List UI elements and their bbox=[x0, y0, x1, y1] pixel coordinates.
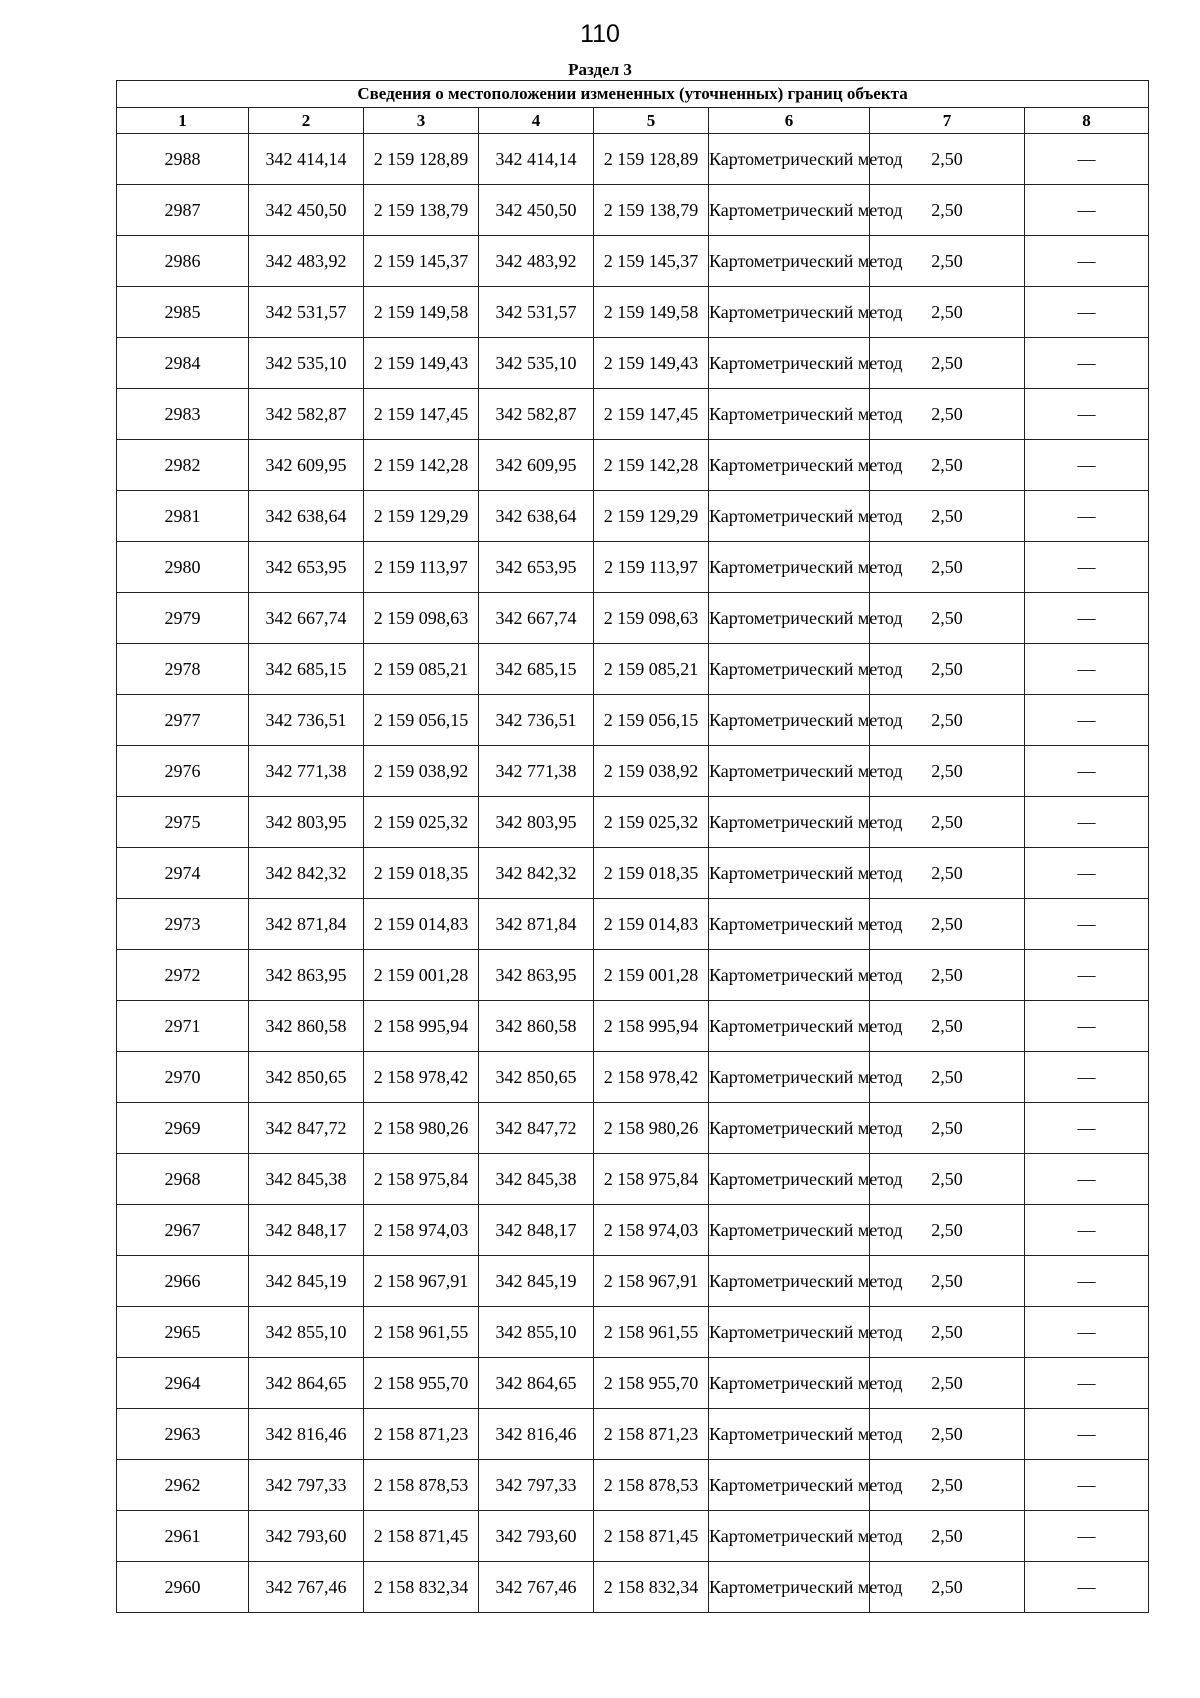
coord-y-old-cell: 2 159 149,58 bbox=[364, 287, 479, 338]
coord-x-old-cell: 342 797,33 bbox=[249, 1460, 364, 1511]
note-cell: — bbox=[1025, 542, 1149, 593]
table-row bbox=[117, 236, 1149, 287]
coord-x-new-cell: 342 816,46 bbox=[479, 1409, 594, 1460]
coord-y-old-cell: 2 158 967,91 bbox=[364, 1256, 479, 1307]
coord-x-new-cell: 342 847,72 bbox=[479, 1103, 594, 1154]
coord-y-new-cell: 2 159 018,35 bbox=[594, 848, 709, 899]
coord-x-old-cell: 342 535,10 bbox=[249, 338, 364, 389]
coord-x-old-cell: 342 871,84 bbox=[249, 899, 364, 950]
accuracy-cell: 2,50 bbox=[870, 950, 1025, 1001]
table-row bbox=[117, 1562, 1149, 1613]
coord-x-new-cell: 342 855,10 bbox=[479, 1307, 594, 1358]
coord-x-new-cell: 342 667,74 bbox=[479, 593, 594, 644]
coord-y-old-cell: 2 158 980,26 bbox=[364, 1103, 479, 1154]
table-row bbox=[117, 1001, 1149, 1052]
coord-y-old-cell: 2 159 038,92 bbox=[364, 746, 479, 797]
table-row bbox=[117, 746, 1149, 797]
coord-x-old-cell: 342 483,92 bbox=[249, 236, 364, 287]
coord-y-new-cell: 2 159 149,43 bbox=[594, 338, 709, 389]
coord-y-old-cell: 2 158 878,53 bbox=[364, 1460, 479, 1511]
coord-x-old-cell: 342 736,51 bbox=[249, 695, 364, 746]
coord-x-new-cell: 342 653,95 bbox=[479, 542, 594, 593]
note-cell: — bbox=[1025, 1409, 1149, 1460]
point-number-cell: 2987 bbox=[117, 185, 249, 236]
coord-y-new-cell: 2 158 967,91 bbox=[594, 1256, 709, 1307]
table-row bbox=[117, 185, 1149, 236]
point-number-cell: 2969 bbox=[117, 1103, 249, 1154]
method-cell: Картометрический метод bbox=[709, 644, 870, 695]
coord-y-old-cell: 2 159 098,63 bbox=[364, 593, 479, 644]
accuracy-cell: 2,50 bbox=[870, 1307, 1025, 1358]
accuracy-cell: 2,50 bbox=[870, 1460, 1025, 1511]
note-cell: — bbox=[1025, 491, 1149, 542]
coord-y-new-cell: 2 159 113,97 bbox=[594, 542, 709, 593]
coord-y-new-cell: 2 158 878,53 bbox=[594, 1460, 709, 1511]
coord-x-old-cell: 342 793,60 bbox=[249, 1511, 364, 1562]
method-cell: Картометрический метод bbox=[709, 1409, 870, 1460]
accuracy-cell: 2,50 bbox=[870, 848, 1025, 899]
method-cell: Картометрический метод bbox=[709, 1256, 870, 1307]
coord-x-old-cell: 342 850,65 bbox=[249, 1052, 364, 1103]
coord-x-new-cell: 342 793,60 bbox=[479, 1511, 594, 1562]
point-number-cell: 2981 bbox=[117, 491, 249, 542]
method-cell: Картометрический метод bbox=[709, 1460, 870, 1511]
coord-y-new-cell: 2 159 085,21 bbox=[594, 644, 709, 695]
page-number: 110 bbox=[580, 20, 620, 48]
note-cell: — bbox=[1025, 134, 1149, 185]
note-cell: — bbox=[1025, 593, 1149, 644]
coord-x-new-cell: 342 845,19 bbox=[479, 1256, 594, 1307]
column-number-header bbox=[117, 108, 1149, 134]
accuracy-cell: 2,50 bbox=[870, 1103, 1025, 1154]
coord-x-new-cell: 342 845,38 bbox=[479, 1154, 594, 1205]
point-number-cell: 2980 bbox=[117, 542, 249, 593]
table-row bbox=[117, 695, 1149, 746]
column-number-5: 5 bbox=[594, 108, 709, 134]
note-cell: — bbox=[1025, 1307, 1149, 1358]
coord-y-old-cell: 2 159 113,97 bbox=[364, 542, 479, 593]
coord-x-old-cell: 342 609,95 bbox=[249, 440, 364, 491]
method-cell: Картометрический метод bbox=[709, 1358, 870, 1409]
coord-y-new-cell: 2 159 129,29 bbox=[594, 491, 709, 542]
accuracy-cell: 2,50 bbox=[870, 1511, 1025, 1562]
method-cell: Картометрический метод bbox=[709, 1001, 870, 1052]
note-cell: — bbox=[1025, 1205, 1149, 1256]
method-cell: Картометрический метод bbox=[709, 797, 870, 848]
accuracy-cell: 2,50 bbox=[870, 899, 1025, 950]
coord-x-new-cell: 342 685,15 bbox=[479, 644, 594, 695]
coord-y-new-cell: 2 158 961,55 bbox=[594, 1307, 709, 1358]
point-number-cell: 2966 bbox=[117, 1256, 249, 1307]
coordinates-table bbox=[116, 80, 1149, 1613]
column-number-4: 4 bbox=[479, 108, 594, 134]
coord-x-old-cell: 342 414,14 bbox=[249, 134, 364, 185]
coord-y-old-cell: 2 159 147,45 bbox=[364, 389, 479, 440]
note-cell: — bbox=[1025, 1256, 1149, 1307]
method-cell: Картометрический метод bbox=[709, 1511, 870, 1562]
coord-y-new-cell: 2 159 001,28 bbox=[594, 950, 709, 1001]
coord-x-new-cell: 342 860,58 bbox=[479, 1001, 594, 1052]
coord-y-old-cell: 2 159 056,15 bbox=[364, 695, 479, 746]
note-cell: — bbox=[1025, 1103, 1149, 1154]
note-cell: — bbox=[1025, 1562, 1149, 1613]
method-cell: Картометрический метод bbox=[709, 1205, 870, 1256]
accuracy-cell: 2,50 bbox=[870, 593, 1025, 644]
table-row bbox=[117, 491, 1149, 542]
method-cell: Картометрический метод bbox=[709, 287, 870, 338]
coord-x-old-cell: 342 845,19 bbox=[249, 1256, 364, 1307]
method-cell: Картометрический метод bbox=[709, 236, 870, 287]
note-cell: — bbox=[1025, 644, 1149, 695]
point-number-cell: 2962 bbox=[117, 1460, 249, 1511]
coord-x-new-cell: 342 609,95 bbox=[479, 440, 594, 491]
note-cell: — bbox=[1025, 185, 1149, 236]
accuracy-cell: 2,50 bbox=[870, 1052, 1025, 1103]
coord-y-old-cell: 2 159 128,89 bbox=[364, 134, 479, 185]
table-row bbox=[117, 1511, 1149, 1562]
accuracy-cell: 2,50 bbox=[870, 1358, 1025, 1409]
method-cell: Картометрический метод bbox=[709, 542, 870, 593]
note-cell: — bbox=[1025, 899, 1149, 950]
coord-y-old-cell: 2 158 961,55 bbox=[364, 1307, 479, 1358]
method-cell: Картометрический метод bbox=[709, 185, 870, 236]
note-cell: — bbox=[1025, 1511, 1149, 1562]
coord-x-new-cell: 342 871,84 bbox=[479, 899, 594, 950]
accuracy-cell: 2,50 bbox=[870, 797, 1025, 848]
coord-x-old-cell: 342 860,58 bbox=[249, 1001, 364, 1052]
point-number-cell: 2973 bbox=[117, 899, 249, 950]
accuracy-cell: 2,50 bbox=[870, 440, 1025, 491]
table-row bbox=[117, 542, 1149, 593]
note-cell: — bbox=[1025, 746, 1149, 797]
coord-x-old-cell: 342 767,46 bbox=[249, 1562, 364, 1613]
point-number-cell: 2965 bbox=[117, 1307, 249, 1358]
coord-y-old-cell: 2 158 978,42 bbox=[364, 1052, 479, 1103]
note-cell: — bbox=[1025, 1358, 1149, 1409]
method-cell: Картометрический метод bbox=[709, 899, 870, 950]
table-row bbox=[117, 1154, 1149, 1205]
coord-y-old-cell: 2 159 085,21 bbox=[364, 644, 479, 695]
point-number-cell: 2972 bbox=[117, 950, 249, 1001]
coord-x-new-cell: 342 767,46 bbox=[479, 1562, 594, 1613]
note-cell: — bbox=[1025, 797, 1149, 848]
coord-y-new-cell: 2 159 138,79 bbox=[594, 185, 709, 236]
note-cell: — bbox=[1025, 1154, 1149, 1205]
coord-y-old-cell: 2 159 138,79 bbox=[364, 185, 479, 236]
point-number-cell: 2976 bbox=[117, 746, 249, 797]
point-number-cell: 2986 bbox=[117, 236, 249, 287]
point-number-cell: 2984 bbox=[117, 338, 249, 389]
note-cell: — bbox=[1025, 950, 1149, 1001]
table-row bbox=[117, 1256, 1149, 1307]
accuracy-cell: 2,50 bbox=[870, 644, 1025, 695]
coord-y-new-cell: 2 159 147,45 bbox=[594, 389, 709, 440]
coord-x-old-cell: 342 638,64 bbox=[249, 491, 364, 542]
point-number-cell: 2974 bbox=[117, 848, 249, 899]
coord-x-old-cell: 342 582,87 bbox=[249, 389, 364, 440]
coord-y-new-cell: 2 158 871,23 bbox=[594, 1409, 709, 1460]
note-cell: — bbox=[1025, 440, 1149, 491]
coord-y-new-cell: 2 159 098,63 bbox=[594, 593, 709, 644]
coord-x-old-cell: 342 450,50 bbox=[249, 185, 364, 236]
method-cell: Картометрический метод bbox=[709, 440, 870, 491]
table-row bbox=[117, 848, 1149, 899]
note-cell: — bbox=[1025, 1052, 1149, 1103]
coord-y-old-cell: 2 158 995,94 bbox=[364, 1001, 479, 1052]
accuracy-cell: 2,50 bbox=[870, 1205, 1025, 1256]
accuracy-cell: 2,50 bbox=[870, 185, 1025, 236]
point-number-cell: 2983 bbox=[117, 389, 249, 440]
coord-y-old-cell: 2 158 832,34 bbox=[364, 1562, 479, 1613]
coord-y-old-cell: 2 158 871,23 bbox=[364, 1409, 479, 1460]
table-row bbox=[117, 1205, 1149, 1256]
coord-x-new-cell: 342 736,51 bbox=[479, 695, 594, 746]
coord-y-new-cell: 2 158 871,45 bbox=[594, 1511, 709, 1562]
coord-x-old-cell: 342 847,72 bbox=[249, 1103, 364, 1154]
coord-y-old-cell: 2 159 149,43 bbox=[364, 338, 479, 389]
coord-y-old-cell: 2 158 871,45 bbox=[364, 1511, 479, 1562]
method-cell: Картометрический метод bbox=[709, 134, 870, 185]
coord-x-new-cell: 342 535,10 bbox=[479, 338, 594, 389]
coord-x-new-cell: 342 803,95 bbox=[479, 797, 594, 848]
table-caption: Сведения о местоположении измененных (уточненных) границ объекта bbox=[117, 81, 1149, 108]
coord-x-new-cell: 342 797,33 bbox=[479, 1460, 594, 1511]
column-number-1: 1 bbox=[117, 108, 249, 134]
column-number-3: 3 bbox=[364, 108, 479, 134]
coord-x-new-cell: 342 848,17 bbox=[479, 1205, 594, 1256]
point-number-cell: 2964 bbox=[117, 1358, 249, 1409]
coord-x-old-cell: 342 816,46 bbox=[249, 1409, 364, 1460]
note-cell: — bbox=[1025, 848, 1149, 899]
note-cell: — bbox=[1025, 1460, 1149, 1511]
coord-x-new-cell: 342 582,87 bbox=[479, 389, 594, 440]
coord-x-old-cell: 342 848,17 bbox=[249, 1205, 364, 1256]
coord-x-new-cell: 342 864,65 bbox=[479, 1358, 594, 1409]
note-cell: — bbox=[1025, 338, 1149, 389]
coord-y-new-cell: 2 158 975,84 bbox=[594, 1154, 709, 1205]
coord-x-new-cell: 342 771,38 bbox=[479, 746, 594, 797]
method-cell: Картометрический метод bbox=[709, 1154, 870, 1205]
point-number-cell: 2988 bbox=[117, 134, 249, 185]
column-number-7: 7 bbox=[870, 108, 1025, 134]
method-cell: Картометрический метод bbox=[709, 1307, 870, 1358]
coord-x-old-cell: 342 864,65 bbox=[249, 1358, 364, 1409]
point-number-cell: 2960 bbox=[117, 1562, 249, 1613]
method-cell: Картометрический метод bbox=[709, 695, 870, 746]
note-cell: — bbox=[1025, 695, 1149, 746]
coord-y-new-cell: 2 158 995,94 bbox=[594, 1001, 709, 1052]
table-row bbox=[117, 593, 1149, 644]
table-row bbox=[117, 389, 1149, 440]
accuracy-cell: 2,50 bbox=[870, 338, 1025, 389]
method-cell: Картометрический метод bbox=[709, 848, 870, 899]
accuracy-cell: 2,50 bbox=[870, 1256, 1025, 1307]
coord-x-old-cell: 342 863,95 bbox=[249, 950, 364, 1001]
coord-x-new-cell: 342 483,92 bbox=[479, 236, 594, 287]
accuracy-cell: 2,50 bbox=[870, 695, 1025, 746]
coord-y-new-cell: 2 159 056,15 bbox=[594, 695, 709, 746]
point-number-cell: 2985 bbox=[117, 287, 249, 338]
method-cell: Картометрический метод bbox=[709, 593, 870, 644]
table-row bbox=[117, 1307, 1149, 1358]
note-cell: — bbox=[1025, 389, 1149, 440]
method-cell: Картометрический метод bbox=[709, 950, 870, 1001]
point-number-cell: 2961 bbox=[117, 1511, 249, 1562]
method-cell: Картометрический метод bbox=[709, 389, 870, 440]
accuracy-cell: 2,50 bbox=[870, 1409, 1025, 1460]
coord-y-new-cell: 2 158 832,34 bbox=[594, 1562, 709, 1613]
point-number-cell: 2978 bbox=[117, 644, 249, 695]
coord-x-new-cell: 342 638,64 bbox=[479, 491, 594, 542]
table-row bbox=[117, 797, 1149, 848]
method-cell: Картометрический метод bbox=[709, 1562, 870, 1613]
accuracy-cell: 2,50 bbox=[870, 287, 1025, 338]
coord-y-old-cell: 2 159 018,35 bbox=[364, 848, 479, 899]
table-row bbox=[117, 338, 1149, 389]
table-row bbox=[117, 1460, 1149, 1511]
coord-y-new-cell: 2 159 025,32 bbox=[594, 797, 709, 848]
coord-y-old-cell: 2 158 974,03 bbox=[364, 1205, 479, 1256]
accuracy-cell: 2,50 bbox=[870, 1001, 1025, 1052]
coord-y-new-cell: 2 158 974,03 bbox=[594, 1205, 709, 1256]
coord-x-new-cell: 342 863,95 bbox=[479, 950, 594, 1001]
method-cell: Картометрический метод bbox=[709, 746, 870, 797]
point-number-cell: 2975 bbox=[117, 797, 249, 848]
point-number-cell: 2982 bbox=[117, 440, 249, 491]
accuracy-cell: 2,50 bbox=[870, 236, 1025, 287]
table-body bbox=[117, 134, 1149, 1613]
coord-y-new-cell: 2 159 128,89 bbox=[594, 134, 709, 185]
method-cell: Картометрический метод bbox=[709, 1052, 870, 1103]
coord-y-old-cell: 2 158 975,84 bbox=[364, 1154, 479, 1205]
point-number-cell: 2970 bbox=[117, 1052, 249, 1103]
coord-y-old-cell: 2 158 955,70 bbox=[364, 1358, 479, 1409]
coord-y-old-cell: 2 159 129,29 bbox=[364, 491, 479, 542]
accuracy-cell: 2,50 bbox=[870, 1154, 1025, 1205]
coord-x-old-cell: 342 531,57 bbox=[249, 287, 364, 338]
coord-y-new-cell: 2 158 955,70 bbox=[594, 1358, 709, 1409]
method-cell: Картометрический метод bbox=[709, 338, 870, 389]
coord-x-new-cell: 342 850,65 bbox=[479, 1052, 594, 1103]
coord-y-old-cell: 2 159 001,28 bbox=[364, 950, 479, 1001]
accuracy-cell: 2,50 bbox=[870, 542, 1025, 593]
accuracy-cell: 2,50 bbox=[870, 491, 1025, 542]
point-number-cell: 2963 bbox=[117, 1409, 249, 1460]
coord-x-old-cell: 342 842,32 bbox=[249, 848, 364, 899]
table-row bbox=[117, 440, 1149, 491]
table-row bbox=[117, 1103, 1149, 1154]
coord-x-new-cell: 342 531,57 bbox=[479, 287, 594, 338]
coord-y-new-cell: 2 158 978,42 bbox=[594, 1052, 709, 1103]
coord-x-old-cell: 342 685,15 bbox=[249, 644, 364, 695]
coord-y-new-cell: 2 159 145,37 bbox=[594, 236, 709, 287]
table-row bbox=[117, 134, 1149, 185]
coord-x-old-cell: 342 855,10 bbox=[249, 1307, 364, 1358]
table-row bbox=[117, 644, 1149, 695]
coord-y-new-cell: 2 159 149,58 bbox=[594, 287, 709, 338]
column-number-2: 2 bbox=[249, 108, 364, 134]
coord-x-old-cell: 342 667,74 bbox=[249, 593, 364, 644]
accuracy-cell: 2,50 bbox=[870, 134, 1025, 185]
table-row bbox=[117, 287, 1149, 338]
coord-y-old-cell: 2 159 014,83 bbox=[364, 899, 479, 950]
coord-y-new-cell: 2 158 980,26 bbox=[594, 1103, 709, 1154]
method-cell: Картометрический метод bbox=[709, 491, 870, 542]
coord-y-old-cell: 2 159 142,28 bbox=[364, 440, 479, 491]
coord-x-new-cell: 342 414,14 bbox=[479, 134, 594, 185]
table-row bbox=[117, 1358, 1149, 1409]
note-cell: — bbox=[1025, 236, 1149, 287]
coord-x-new-cell: 342 450,50 bbox=[479, 185, 594, 236]
column-number-8: 8 bbox=[1025, 108, 1149, 134]
point-number-cell: 2977 bbox=[117, 695, 249, 746]
method-cell: Картометрический метод bbox=[709, 1103, 870, 1154]
coord-y-old-cell: 2 159 025,32 bbox=[364, 797, 479, 848]
note-cell: — bbox=[1025, 1001, 1149, 1052]
coord-x-old-cell: 342 803,95 bbox=[249, 797, 364, 848]
table-row bbox=[117, 950, 1149, 1001]
table-row bbox=[117, 1052, 1149, 1103]
coord-x-old-cell: 342 845,38 bbox=[249, 1154, 364, 1205]
accuracy-cell: 2,50 bbox=[870, 1562, 1025, 1613]
accuracy-cell: 2,50 bbox=[870, 389, 1025, 440]
point-number-cell: 2968 bbox=[117, 1154, 249, 1205]
point-number-cell: 2971 bbox=[117, 1001, 249, 1052]
section-title: Раздел 3 bbox=[568, 60, 632, 79]
coord-y-new-cell: 2 159 038,92 bbox=[594, 746, 709, 797]
accuracy-cell: 2,50 bbox=[870, 746, 1025, 797]
coord-y-new-cell: 2 159 142,28 bbox=[594, 440, 709, 491]
coord-x-old-cell: 342 771,38 bbox=[249, 746, 364, 797]
coord-y-new-cell: 2 159 014,83 bbox=[594, 899, 709, 950]
coord-x-old-cell: 342 653,95 bbox=[249, 542, 364, 593]
point-number-cell: 2967 bbox=[117, 1205, 249, 1256]
coord-x-new-cell: 342 842,32 bbox=[479, 848, 594, 899]
note-cell: — bbox=[1025, 287, 1149, 338]
table-row bbox=[117, 899, 1149, 950]
table-row bbox=[117, 1409, 1149, 1460]
point-number-cell: 2979 bbox=[117, 593, 249, 644]
column-number-6: 6 bbox=[709, 108, 870, 134]
coord-y-old-cell: 2 159 145,37 bbox=[364, 236, 479, 287]
